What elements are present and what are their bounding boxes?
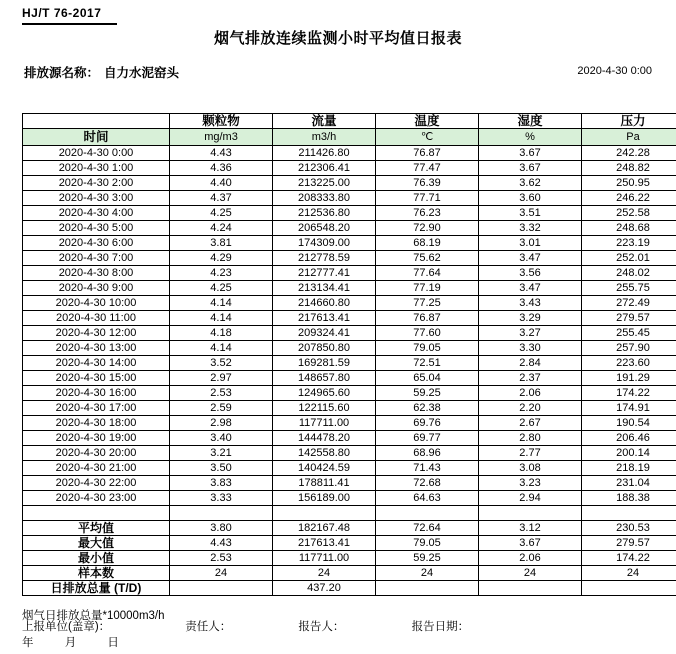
cell-time: 2020-4-30 14:00	[23, 356, 170, 371]
stat-humidity: 3.67	[479, 536, 582, 551]
stat-particulate: 24	[170, 566, 273, 581]
data-table	[22, 113, 676, 596]
cell-pressure: 223.60	[582, 356, 676, 371]
cell-humidity: 3.67	[479, 146, 582, 161]
cell-flow: 209324.41	[273, 326, 376, 341]
cell-temperature: 64.63	[376, 491, 479, 506]
table-row	[23, 251, 676, 266]
reporter-label: 报告人：	[298, 621, 345, 633]
unit-flow: m3/h	[273, 129, 376, 146]
cell-humidity: 2.20	[479, 401, 582, 416]
cell-particulate: 4.37	[170, 191, 273, 206]
cell-humidity: 3.62	[479, 176, 582, 191]
cell-temperature: 68.96	[376, 446, 479, 461]
table-row	[23, 281, 676, 296]
cell-pressure: 206.46	[582, 431, 676, 446]
cell-particulate: 4.40	[170, 176, 273, 191]
cell-pressure: 188.38	[582, 491, 676, 506]
table-row	[23, 191, 676, 206]
table-row	[23, 296, 676, 311]
cell-temperature: 72.51	[376, 356, 479, 371]
unit-particulate: mg/m3	[170, 129, 273, 146]
cell-temperature: 77.19	[376, 281, 479, 296]
cell-temperature: 59.25	[376, 386, 479, 401]
cell-humidity: 2.77	[479, 446, 582, 461]
cell-time: 2020-4-30 17:00	[23, 401, 170, 416]
cell-humidity: 3.51	[479, 206, 582, 221]
cell-humidity: 2.37	[479, 371, 582, 386]
cell-pressure: 246.22	[582, 191, 676, 206]
cell-humidity: 3.47	[479, 281, 582, 296]
cell-flow: 212306.41	[273, 161, 376, 176]
table-row	[23, 221, 676, 236]
cell-humidity: 3.43	[479, 296, 582, 311]
cell-particulate: 4.23	[170, 266, 273, 281]
stat-label: 最小值	[23, 551, 170, 566]
spacer-cell	[170, 506, 273, 521]
cell-pressure: 257.90	[582, 341, 676, 356]
cell-time: 2020-4-30 10:00	[23, 296, 170, 311]
stats-row-max	[23, 536, 676, 551]
cell-humidity: 2.94	[479, 491, 582, 506]
cell-particulate: 3.33	[170, 491, 273, 506]
unit-pressure: Pa	[582, 129, 676, 146]
cell-time: 2020-4-30 0:00	[23, 146, 170, 161]
cell-pressure: 272.49	[582, 296, 676, 311]
cell-particulate: 4.24	[170, 221, 273, 236]
cell-particulate: 3.21	[170, 446, 273, 461]
cell-flow: 206548.20	[273, 221, 376, 236]
cell-flow: 178811.41	[273, 476, 376, 491]
cell-pressure: 255.45	[582, 326, 676, 341]
table-row	[23, 236, 676, 251]
table-unit-row	[23, 129, 676, 146]
cell-pressure: 252.01	[582, 251, 676, 266]
header-temperature: 温度	[376, 114, 479, 129]
cell-humidity: 3.67	[479, 161, 582, 176]
cell-pressure: 248.82	[582, 161, 676, 176]
cell-time: 2020-4-30 11:00	[23, 311, 170, 326]
cell-flow: 174309.00	[273, 236, 376, 251]
cell-flow: 122115.60	[273, 401, 376, 416]
cell-pressure: 231.04	[582, 476, 676, 491]
cell-pressure: 191.29	[582, 371, 676, 386]
stat-temperature: 59.25	[376, 551, 479, 566]
spacer-cell	[479, 506, 582, 521]
cell-pressure: 174.91	[582, 401, 676, 416]
stat-pressure: 279.57	[582, 536, 676, 551]
daily-total-value: 437.20	[273, 581, 376, 596]
cell-flow: 213134.41	[273, 281, 376, 296]
cell-particulate: 2.59	[170, 401, 273, 416]
cell-particulate: 4.25	[170, 281, 273, 296]
cell-pressure: 223.19	[582, 236, 676, 251]
cell-humidity: 2.84	[479, 356, 582, 371]
cell-humidity: 2.67	[479, 416, 582, 431]
responsible-label: 责任人：	[185, 621, 232, 633]
daily-total-blank-4	[479, 581, 582, 596]
cell-humidity: 2.80	[479, 431, 582, 446]
cell-temperature: 65.04	[376, 371, 479, 386]
daily-total-label: 日排放总量 (T/D)	[23, 581, 170, 596]
stat-particulate: 4.43	[170, 536, 273, 551]
cell-humidity: 3.23	[479, 476, 582, 491]
table-row	[23, 206, 676, 221]
cell-particulate: 3.52	[170, 356, 273, 371]
stats-row-average	[23, 521, 676, 536]
table-row	[23, 161, 676, 176]
table-row	[23, 311, 676, 326]
unit-temperature: ℃	[376, 129, 479, 146]
stat-humidity: 24	[479, 566, 582, 581]
table-row	[23, 371, 676, 386]
cell-time: 2020-4-30 6:00	[23, 236, 170, 251]
cell-pressure: 248.02	[582, 266, 676, 281]
daily-total-blank-3	[376, 581, 479, 596]
cell-pressure: 174.22	[582, 386, 676, 401]
cell-particulate: 3.81	[170, 236, 273, 251]
header-pressure: 压力	[582, 114, 676, 129]
cell-humidity: 3.29	[479, 311, 582, 326]
cell-humidity: 3.27	[479, 326, 582, 341]
cell-temperature: 69.77	[376, 431, 479, 446]
report-datetime: 2020-4-30 0:00	[577, 65, 652, 77]
source-label: 排放源名称：	[24, 66, 100, 80]
stats-row-count	[23, 566, 676, 581]
cell-pressure: 252.58	[582, 206, 676, 221]
cell-temperature: 77.60	[376, 326, 479, 341]
report-unit-label: 上报单位(盖章)：	[22, 621, 111, 633]
header-time-blank	[23, 114, 170, 129]
cell-pressure: 218.19	[582, 461, 676, 476]
cell-temperature: 75.62	[376, 251, 479, 266]
cell-temperature: 76.39	[376, 176, 479, 191]
table-row	[23, 146, 676, 161]
cell-pressure: 242.28	[582, 146, 676, 161]
cell-humidity: 3.56	[479, 266, 582, 281]
cell-humidity: 3.32	[479, 221, 582, 236]
cell-time: 2020-4-30 15:00	[23, 371, 170, 386]
header-time: 时间	[23, 129, 170, 146]
cell-time: 2020-4-30 20:00	[23, 446, 170, 461]
cell-time: 2020-4-30 22:00	[23, 476, 170, 491]
cell-flow: 169281.59	[273, 356, 376, 371]
cell-particulate: 4.14	[170, 341, 273, 356]
cell-temperature: 69.76	[376, 416, 479, 431]
stat-humidity: 2.06	[479, 551, 582, 566]
stat-pressure: 174.22	[582, 551, 676, 566]
cell-particulate: 4.14	[170, 311, 273, 326]
cell-flow: 217613.41	[273, 311, 376, 326]
cell-particulate: 3.50	[170, 461, 273, 476]
cell-time: 2020-4-30 13:00	[23, 341, 170, 356]
cell-particulate: 3.83	[170, 476, 273, 491]
cell-pressure: 190.54	[582, 416, 676, 431]
cell-humidity: 3.08	[479, 461, 582, 476]
cell-time: 2020-4-30 8:00	[23, 266, 170, 281]
cell-time: 2020-4-30 16:00	[23, 386, 170, 401]
cell-flow: 208333.80	[273, 191, 376, 206]
stat-particulate: 3.80	[170, 521, 273, 536]
cell-pressure: 250.95	[582, 176, 676, 191]
cell-time: 2020-4-30 7:00	[23, 251, 170, 266]
cell-flow: 117711.00	[273, 416, 376, 431]
cell-pressure: 279.57	[582, 311, 676, 326]
cell-temperature: 77.64	[376, 266, 479, 281]
cell-particulate: 4.18	[170, 326, 273, 341]
cell-particulate: 2.53	[170, 386, 273, 401]
cell-temperature: 77.47	[376, 161, 479, 176]
cell-flow: 124965.60	[273, 386, 376, 401]
stat-temperature: 72.64	[376, 521, 479, 536]
cell-time: 2020-4-30 12:00	[23, 326, 170, 341]
cell-temperature: 68.19	[376, 236, 479, 251]
header-rule	[22, 23, 117, 25]
cell-particulate: 2.98	[170, 416, 273, 431]
table-row	[23, 491, 676, 506]
cell-temperature: 71.43	[376, 461, 479, 476]
header-humidity: 湿度	[479, 114, 582, 129]
table-row	[23, 386, 676, 401]
total-emission-note: 烟气日排放总量*10000m3/h	[22, 610, 165, 622]
stat-temperature: 79.05	[376, 536, 479, 551]
spacer-cell	[376, 506, 479, 521]
cell-flow: 212536.80	[273, 206, 376, 221]
cell-flow: 214660.80	[273, 296, 376, 311]
cell-time: 2020-4-30 19:00	[23, 431, 170, 446]
table-row	[23, 416, 676, 431]
stat-particulate: 2.53	[170, 551, 273, 566]
signature-row	[22, 618, 654, 650]
cell-humidity: 3.47	[479, 251, 582, 266]
table-row	[23, 476, 676, 491]
cell-particulate: 3.40	[170, 431, 273, 446]
standard-code: HJ/T 76-2017	[22, 6, 102, 20]
cell-humidity: 3.01	[479, 236, 582, 251]
cell-temperature: 62.38	[376, 401, 479, 416]
page-title: 烟气排放连续监测小时平均值日报表	[213, 30, 462, 47]
report-date-label: 报告日期：	[411, 621, 470, 633]
cell-temperature: 77.25	[376, 296, 479, 311]
spacer-cell	[582, 506, 676, 521]
cell-humidity: 2.06	[479, 386, 582, 401]
cell-particulate: 4.29	[170, 251, 273, 266]
table-row	[23, 176, 676, 191]
table-row	[23, 446, 676, 461]
daily-total-blank-1	[170, 581, 273, 596]
daily-total-blank-5	[582, 581, 676, 596]
cell-time: 2020-4-30 9:00	[23, 281, 170, 296]
cell-temperature: 72.68	[376, 476, 479, 491]
cell-humidity: 3.60	[479, 191, 582, 206]
cell-particulate: 4.25	[170, 206, 273, 221]
cell-flow: 142558.80	[273, 446, 376, 461]
daily-total-row	[23, 581, 676, 596]
cell-flow: 213225.00	[273, 176, 376, 191]
cell-time: 2020-4-30 2:00	[23, 176, 170, 191]
cell-flow: 211426.80	[273, 146, 376, 161]
cell-particulate: 2.97	[170, 371, 273, 386]
table-row	[23, 431, 676, 446]
cell-pressure: 255.75	[582, 281, 676, 296]
cell-flow: 140424.59	[273, 461, 376, 476]
source-value: 自力水泥窑头	[104, 66, 180, 80]
cell-pressure: 200.14	[582, 446, 676, 461]
cell-time: 2020-4-30 23:00	[23, 491, 170, 506]
cell-temperature: 76.23	[376, 206, 479, 221]
table-row	[23, 461, 676, 476]
unit-humidity: %	[479, 129, 582, 146]
stat-flow: 217613.41	[273, 536, 376, 551]
cell-temperature: 77.71	[376, 191, 479, 206]
table-row	[23, 266, 676, 281]
stat-flow: 117711.00	[273, 551, 376, 566]
cell-pressure: 248.68	[582, 221, 676, 236]
cell-time: 2020-4-30 1:00	[23, 161, 170, 176]
table-row	[23, 356, 676, 371]
table-header-row	[23, 114, 676, 129]
stat-humidity: 3.12	[479, 521, 582, 536]
cell-flow: 212778.59	[273, 251, 376, 266]
cell-time: 2020-4-30 21:00	[23, 461, 170, 476]
stat-flow: 24	[273, 566, 376, 581]
stat-pressure: 24	[582, 566, 676, 581]
header-flow: 流量	[273, 114, 376, 129]
cell-flow: 207850.80	[273, 341, 376, 356]
cell-time: 2020-4-30 18:00	[23, 416, 170, 431]
cell-flow: 144478.20	[273, 431, 376, 446]
cell-time: 2020-4-30 5:00	[23, 221, 170, 236]
table-row	[23, 401, 676, 416]
cell-temperature: 76.87	[376, 311, 479, 326]
cell-temperature: 76.87	[376, 146, 479, 161]
cell-temperature: 72.90	[376, 221, 479, 236]
stat-temperature: 24	[376, 566, 479, 581]
table-row	[23, 341, 676, 356]
spacer-cell	[273, 506, 376, 521]
stat-label: 最大值	[23, 536, 170, 551]
stat-pressure: 230.53	[582, 521, 676, 536]
cell-flow: 148657.80	[273, 371, 376, 386]
cell-particulate: 4.14	[170, 296, 273, 311]
spacer-row	[23, 506, 676, 521]
stat-label: 样本数	[23, 566, 170, 581]
spacer-cell	[23, 506, 170, 521]
cell-time: 2020-4-30 3:00	[23, 191, 170, 206]
cell-humidity: 3.30	[479, 341, 582, 356]
cell-time: 2020-4-30 4:00	[23, 206, 170, 221]
year-month-day-label: 年 月 日	[22, 637, 133, 649]
cell-particulate: 4.43	[170, 146, 273, 161]
cell-flow: 212777.41	[273, 266, 376, 281]
header-particulate: 颗粒物	[170, 114, 273, 129]
cell-flow: 156189.00	[273, 491, 376, 506]
stat-label: 平均值	[23, 521, 170, 536]
stat-flow: 182167.48	[273, 521, 376, 536]
stats-row-min	[23, 551, 676, 566]
cell-temperature: 79.05	[376, 341, 479, 356]
table-row	[23, 326, 676, 341]
cell-particulate: 4.36	[170, 161, 273, 176]
